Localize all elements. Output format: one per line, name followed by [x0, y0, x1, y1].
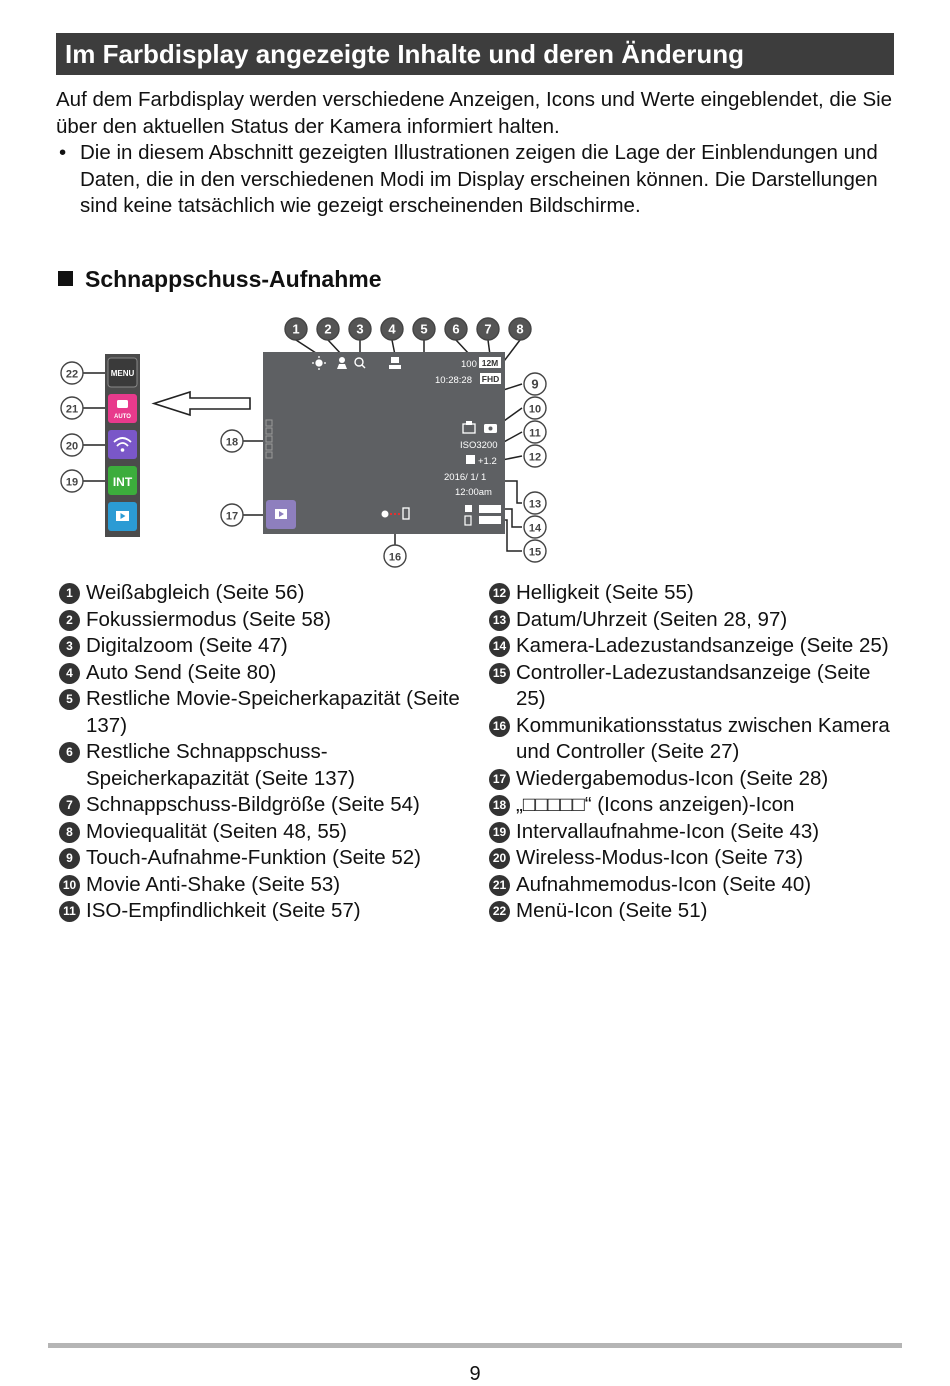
intro-bullet-text: Die in diesem Abschnitt gezeigten Illustrationen zeigen die Lage der Einblendungen und Daten, die in den verschiedenen Modi im Display erscheinen können. Die Darstellungen sind keine tatsächlich wie gezeigt erscheinenden Bildschirme.: [80, 141, 878, 217]
callout-number-12: 12: [528, 451, 542, 464]
callout-number-22: 22: [65, 368, 79, 381]
callout-number-20: 20: [65, 440, 79, 453]
legend-number-badge: 8: [59, 822, 80, 843]
wifi-icon-dot: [121, 448, 125, 452]
legend-item-1: [57, 580, 467, 607]
legend-number-badge: 11: [59, 901, 80, 922]
legend-item-3: [57, 633, 467, 660]
legend-item-13: [487, 607, 897, 634]
legend-item-17: [487, 766, 897, 793]
legend-number-badge: 6: [59, 742, 80, 763]
legend-item-5: [57, 686, 467, 739]
legend-number-badge: 7: [59, 795, 80, 816]
callout-number-17: 17: [225, 510, 239, 523]
legend-text: Wireless-Modus-Icon (Seite 73): [516, 846, 804, 869]
legend-text: Controller-Ladezustandsanzeige (Seite 25): [516, 660, 871, 710]
legend-number-badge: 22: [489, 901, 510, 922]
legend-number-badge: 16: [489, 716, 510, 737]
legend-number-badge: 1: [59, 583, 80, 604]
legend-item-2: [57, 607, 467, 634]
callout-number-8: 8: [516, 321, 524, 337]
callout-number-14: 14: [528, 522, 542, 535]
remaining-movie-capacity: 100: [461, 359, 477, 370]
legend-number-badge: 18: [489, 795, 510, 816]
legend-text: Datum/Uhrzeit (Seiten 28, 97): [516, 607, 788, 631]
arrow-left-icon: [154, 392, 250, 415]
legend-item-11: [57, 898, 467, 925]
legend-text: Auto Send (Seite 80): [86, 660, 277, 684]
legend-number-badge: 17: [489, 769, 510, 790]
legend-item-16: [487, 713, 897, 766]
legend-item-14: [487, 633, 897, 660]
callout-number-3: 3: [356, 321, 364, 337]
legend-text: Restliche Schnappschuss-Speicherkapazität (Seite 137): [86, 740, 355, 790]
movie-anti-shake-icon: [484, 424, 497, 433]
legend-text: Moviequalität (Seiten 48, 55): [86, 819, 347, 843]
legend-item-12: [487, 580, 897, 607]
legend-left: [57, 580, 467, 925]
callout-number-16: 16: [388, 551, 402, 564]
callout-number-4: 4: [388, 321, 396, 337]
legend-right: [487, 580, 897, 925]
exposure-icon: [466, 455, 475, 464]
legend-item-20: [487, 845, 897, 872]
camera-battery-indicator: [465, 505, 501, 513]
legend-text: Intervallaufnahme-Icon (Seite 43): [516, 819, 820, 843]
legend-item-6: [57, 739, 467, 792]
legend-text: Weißabgleich (Seite 56): [86, 581, 305, 604]
callout-number-21: 21: [65, 403, 79, 416]
remaining-snapshot-capacity: 10:28:28: [435, 375, 472, 386]
legend-text: Aufnahmemodus-Icon (Seite 40): [516, 872, 812, 896]
legend-text: „□□□□□“ (Icons anzeigen)-Icon: [516, 793, 795, 816]
legend-text: Restliche Movie-Speicherkapazität (Seite 137): [86, 687, 460, 737]
legend-number-badge: 19: [489, 822, 510, 843]
display-diagram: [0, 0, 950, 580]
legend-text: Menü-Icon (Seite 51): [516, 899, 708, 922]
callout-number-6: 6: [452, 321, 460, 337]
camera-icon: [117, 400, 128, 408]
menu-icon-label: MENU: [110, 369, 135, 378]
callout-number-15: 15: [528, 546, 542, 559]
legend-number-badge: 12: [489, 583, 510, 604]
legend-item-8: [57, 819, 467, 846]
callout-number-1: 1: [292, 321, 300, 337]
legend-number-badge: 15: [489, 663, 510, 684]
legend-text: Touch-Aufnahme-Funktion (Seite 52): [86, 846, 422, 869]
legend-text: Wiedergabemodus-Icon (Seite 28): [516, 766, 829, 790]
brightness-value: +1.2: [478, 456, 497, 467]
legend-text: Schnappschuss-Bildgröße (Seite 54): [86, 793, 420, 816]
legend-item-18: [487, 792, 897, 819]
legend-item-21: [487, 872, 897, 899]
legend-text: Movie Anti-Shake (Seite 53): [86, 872, 341, 896]
callout-number-18: 18: [225, 436, 239, 449]
auto-mode-label: AUTO: [114, 414, 131, 420]
legend-number-badge: 5: [59, 689, 80, 710]
legend-text: Kamera-Ladezustandsanzeige (Seite 25): [516, 634, 889, 657]
legend-number-badge: 9: [59, 848, 80, 869]
time-display: 12:00am: [455, 487, 492, 498]
footer-divider: [48, 1343, 902, 1348]
callout-number-13: 13: [528, 498, 542, 511]
legend-text: Kommunikationsstatus zwischen Kamera und Controller (Seite 27): [516, 713, 890, 763]
legend-item-19: [487, 819, 897, 846]
legend-item-15: [487, 660, 897, 713]
callout-number-19: 19: [65, 476, 79, 489]
legend-number-badge: 2: [59, 610, 80, 631]
legend-number-badge: 14: [489, 636, 510, 657]
intro-paragraph: Auf dem Farbdisplay werden verschiedene Anzeigen, Icons und Werte eingeblendet, die Sie über den aktuellen Status der Kamera informiert halten.: [56, 88, 893, 138]
movie-quality-label: FHD: [481, 374, 500, 384]
legend-number-badge: 13: [489, 610, 510, 631]
legend-text: Digitalzoom (Seite 47): [86, 634, 288, 657]
legend-number-badge: 10: [59, 875, 80, 896]
legend-item-10: [57, 872, 467, 899]
page-number: 9: [469, 1363, 481, 1385]
legend-number-badge: 3: [59, 636, 80, 657]
callout-number-5: 5: [420, 321, 428, 337]
callout-number-9: 9: [531, 376, 539, 392]
legend-number-badge: 21: [489, 875, 510, 896]
legend-item-9: [57, 845, 467, 872]
legend-number-badge: 4: [59, 663, 80, 684]
wireless-mode-icon[interactable]: [108, 430, 137, 459]
interval-icon-label: INT: [112, 475, 133, 489]
image-size-label: 12M: [481, 358, 499, 368]
date-display: 2016/ 1/ 1: [444, 472, 487, 483]
legend-item-7: [57, 792, 467, 819]
callout-number-2: 2: [324, 321, 332, 337]
callout-number-7: 7: [484, 321, 492, 337]
callout-number-11: 11: [529, 427, 541, 440]
iso-sensitivity: ISO3200: [460, 440, 498, 451]
section-title: Schnappschuss-Aufnahme: [85, 266, 382, 292]
legend-item-22: [487, 898, 897, 925]
legend-text: Helligkeit (Seite 55): [516, 581, 694, 604]
legend-number-badge: 20: [489, 848, 510, 869]
page-title: Im Farbdisplay angezeigte Inhalte und deren Änderung: [56, 33, 894, 75]
bullet-dot: •: [59, 141, 67, 164]
legend-item-4: [57, 660, 467, 687]
legend-text: Fokussiermodus (Seite 58): [86, 607, 331, 631]
callout-number-10: 10: [528, 403, 542, 416]
legend-text: ISO-Empfindlichkeit (Seite 57): [86, 899, 361, 922]
